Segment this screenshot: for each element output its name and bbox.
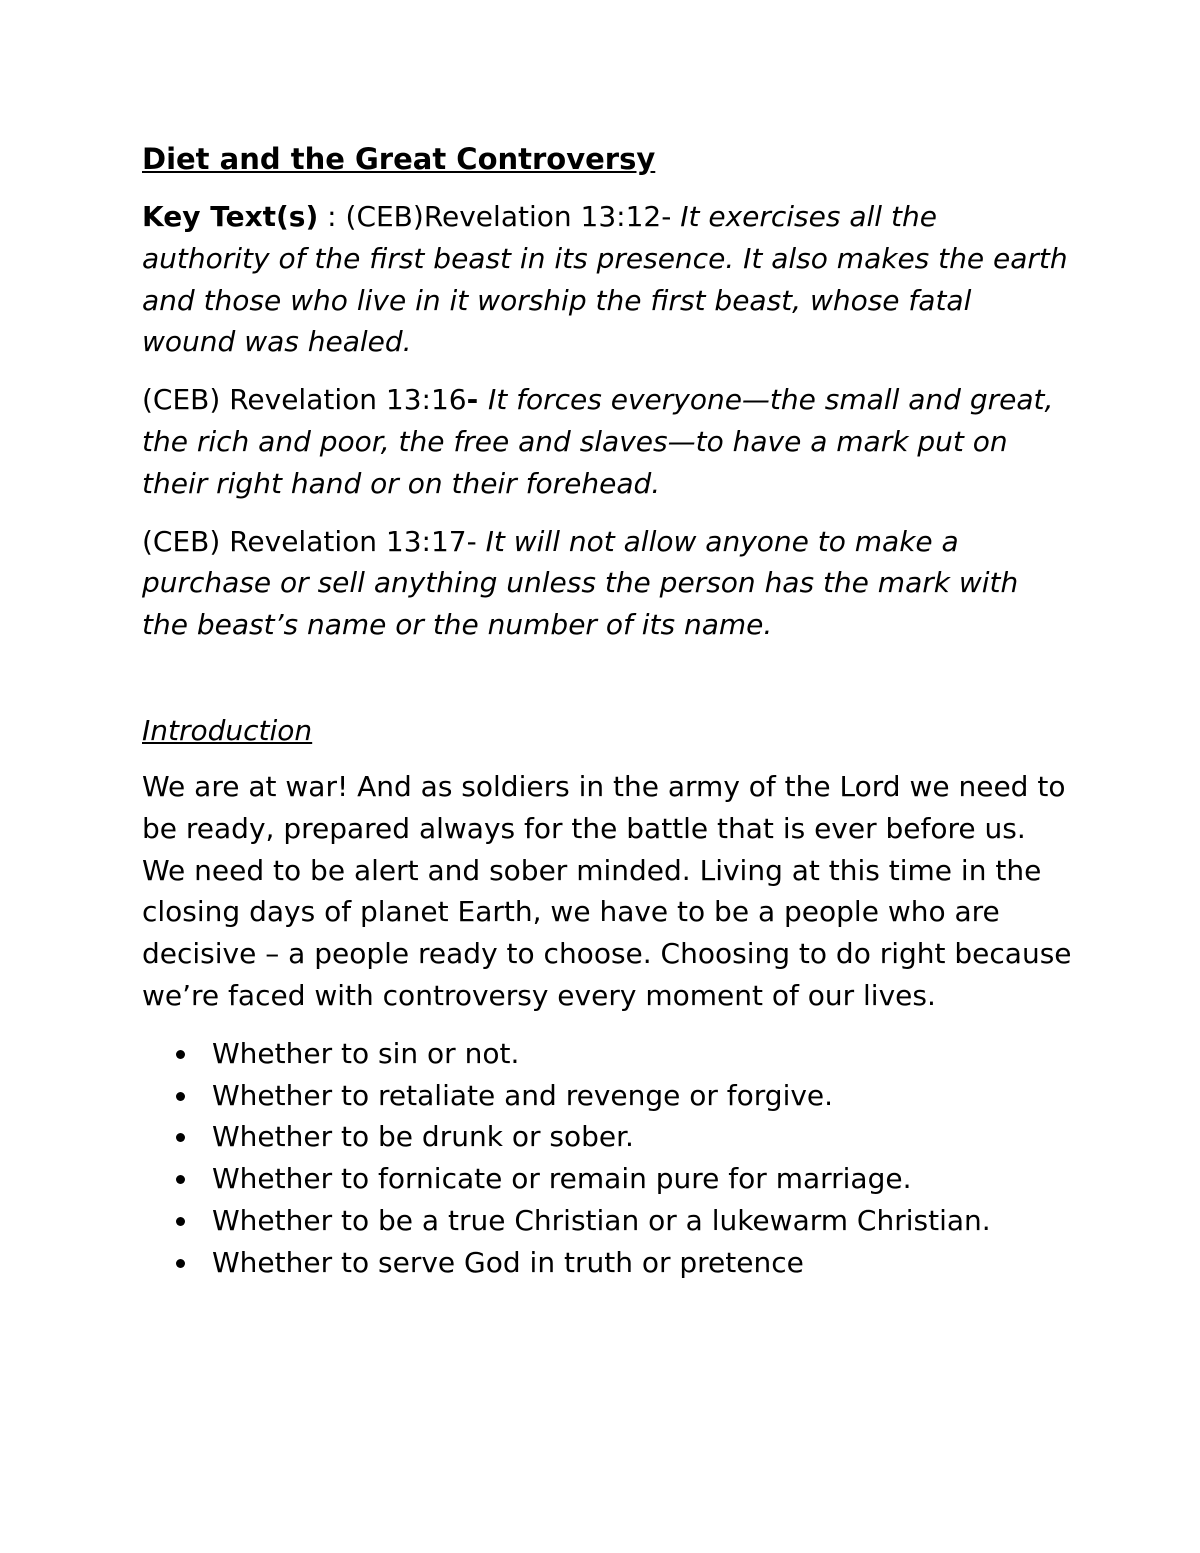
verse-dash: - xyxy=(466,383,488,417)
list-item xyxy=(142,1200,1072,1242)
key-text-reference: (CEB)Revelation 13:12- xyxy=(345,200,681,233)
list-item-text: Whether to be a true Christian or a lukewarm Christian. xyxy=(212,1203,991,1237)
list-item xyxy=(142,1075,1072,1117)
document-page xyxy=(142,138,1072,1284)
list-item-text: Whether to fornicate or remain pure for marriage. xyxy=(212,1162,912,1196)
key-text-separator: : xyxy=(318,200,346,233)
verse-paragraph-17 xyxy=(142,521,1072,646)
key-text-verse: It exercises all the authority of the first beast in its presence. It also makes the earth and those who live in it worship the first beast, whose fatal wound was healed. xyxy=(142,200,1068,359)
list-item xyxy=(142,1158,1072,1200)
bullet-icon xyxy=(176,1092,185,1101)
bullet-icon xyxy=(176,1133,185,1142)
verse-text: It will not allow anyone to make a purchase or sell anything unless the person has the mark with the beast’s name or the number of its name. xyxy=(142,524,1019,642)
choices-list xyxy=(142,1033,1072,1284)
list-item-text: Whether to sin or not. xyxy=(212,1036,520,1070)
verse-dash: - xyxy=(466,524,486,558)
introduction-body: We are at war! And as soldiers in the army of the Lord we need to be ready, prepared always for the battle that is ever before us. We need to be alert and sober minded. Living at this time in the closing days of planet Earth, we have to be a people who are decisive – a people ready to choose. Choosing to do right because we’re faced with controversy every moment of our lives. xyxy=(142,769,1072,1012)
list-item-text: Whether to be drunk or sober. xyxy=(212,1120,634,1154)
document-title: Diet and the Great Controversy xyxy=(142,142,656,176)
bullet-icon xyxy=(176,1050,185,1059)
blank-line xyxy=(142,662,1072,710)
verse-reference: (CEB) Revelation 13:17 xyxy=(142,524,467,558)
key-text-paragraph xyxy=(142,196,1072,363)
verse-paragraph-16 xyxy=(142,379,1072,504)
bullet-icon xyxy=(176,1259,185,1268)
bullet-icon xyxy=(176,1217,185,1226)
introduction-heading: Introduction xyxy=(142,713,313,747)
list-item-text: Whether to serve God in truth or pretence xyxy=(212,1245,804,1279)
list-item xyxy=(142,1116,1072,1158)
key-text-label: Key Text(s) xyxy=(142,200,319,233)
list-item xyxy=(142,1033,1072,1075)
list-item xyxy=(142,1242,1072,1284)
bullet-icon xyxy=(176,1175,185,1184)
verse-text: It forces everyone—the small and great, the rich and poor, the free and slaves—to have a mark put on their right hand or on their forehead. xyxy=(142,383,1054,500)
verse-reference: (CEB) Revelation 13:16 xyxy=(142,383,467,417)
list-item-text: Whether to retaliate and revenge or forgive. xyxy=(212,1078,834,1112)
